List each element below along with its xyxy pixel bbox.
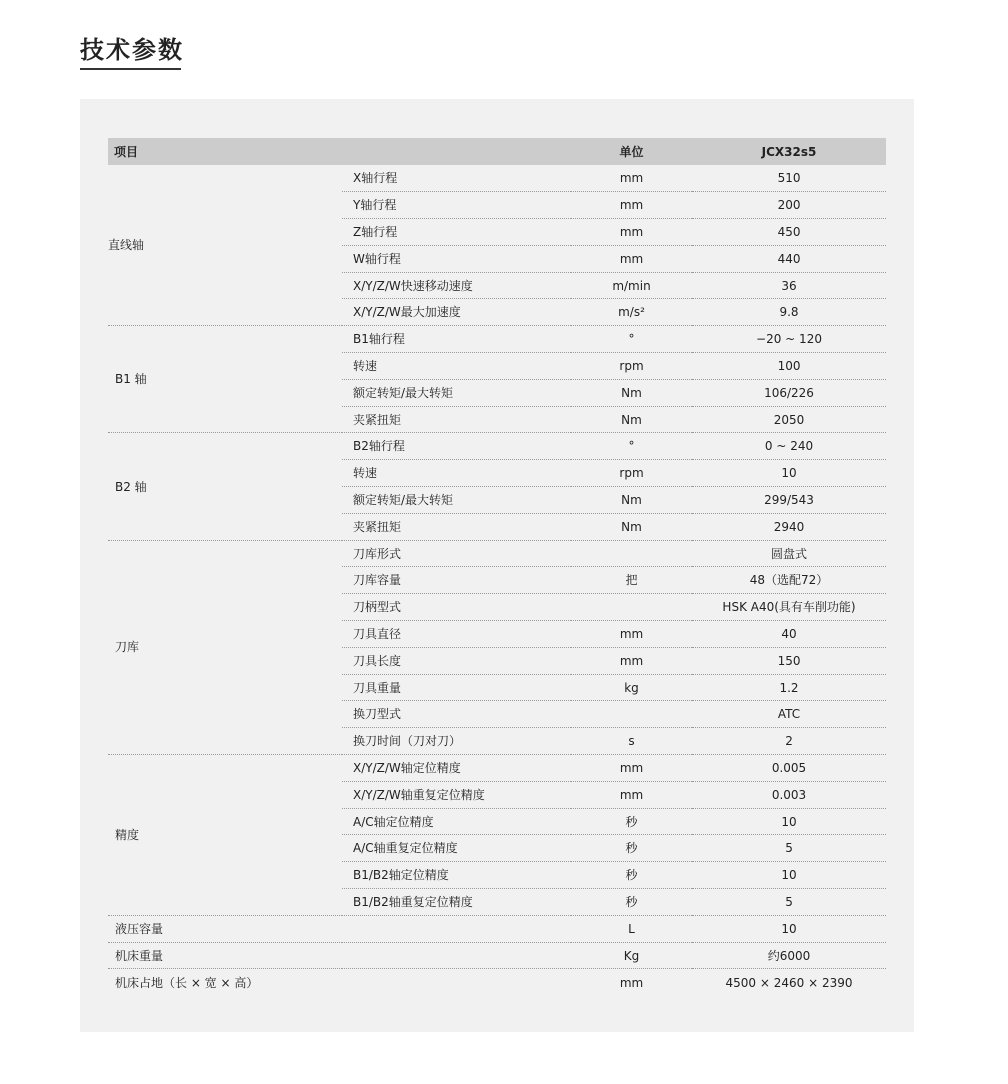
spec-value: 10 xyxy=(692,808,886,835)
spec-value: 0 ~ 240 xyxy=(692,433,886,460)
table-row xyxy=(108,326,886,353)
spec-unit: rpm xyxy=(571,353,692,380)
spec-value: 100 xyxy=(692,353,886,380)
spec-name: Z轴行程 xyxy=(342,219,571,246)
spec-value: 9.8 xyxy=(692,299,886,326)
spec-value: −20 ~ 120 xyxy=(692,326,886,353)
table-row xyxy=(108,915,886,942)
spec-name: 刀具长度 xyxy=(342,647,571,674)
spec-unit xyxy=(571,701,692,728)
group-label: 直线轴 xyxy=(108,165,342,326)
table-row xyxy=(108,540,886,567)
spec-value: 5 xyxy=(692,835,886,862)
spec-name: 额定转矩/最大转矩 xyxy=(342,379,571,406)
table-row xyxy=(108,165,886,192)
spec-unit: mm xyxy=(619,975,644,990)
spec-unit: m/s² xyxy=(571,299,692,326)
group-label: B2 轴 xyxy=(108,433,342,540)
spec-value: 2050 xyxy=(692,406,886,433)
spec-unit xyxy=(571,594,692,621)
table-row xyxy=(108,969,886,996)
spec-name: Y轴行程 xyxy=(342,192,571,219)
spec-unit: ° xyxy=(571,326,692,353)
spec-value: 10 xyxy=(692,862,886,889)
spec-unit: 秒 xyxy=(571,808,692,835)
spec-value: 48（选配72） xyxy=(692,567,886,594)
group-label: 精度 xyxy=(108,755,342,916)
spec-value: 10 xyxy=(692,460,886,487)
table-header-row xyxy=(108,138,886,165)
spec-unit: L xyxy=(571,915,692,942)
spec-name: A/C轴重复定位精度 xyxy=(342,835,571,862)
spec-panel xyxy=(80,99,914,1032)
spec-value: 150 xyxy=(692,647,886,674)
spec-unit: mm xyxy=(571,192,692,219)
table-row xyxy=(108,433,886,460)
spec-name: 刀库容量 xyxy=(342,567,571,594)
spec-unit: ° xyxy=(571,433,692,460)
header-model: JCX32s5 xyxy=(761,144,817,159)
page-title: 技术参数 xyxy=(80,36,184,64)
spec-name: 刀具重量 xyxy=(342,674,571,701)
spec-name: 机床重量 xyxy=(108,942,571,969)
spec-unit: rpm xyxy=(571,460,692,487)
title-underline xyxy=(80,68,181,70)
spec-value: 10 xyxy=(692,915,886,942)
spec-unit xyxy=(571,540,692,567)
spec-unit: mm xyxy=(571,755,692,782)
spec-value: 4500 × 2460 × 2390 xyxy=(725,975,853,990)
spec-name: X/Y/Z/W最大加速度 xyxy=(342,299,571,326)
spec-name: 刀柄型式 xyxy=(342,594,571,621)
spec-value: 2940 xyxy=(692,513,886,540)
spec-unit: s xyxy=(571,728,692,755)
spec-name: 转速 xyxy=(342,353,571,380)
spec-value: 200 xyxy=(692,192,886,219)
spec-unit: m/min xyxy=(571,272,692,299)
spec-value: 106/226 xyxy=(692,379,886,406)
spec-name: 换刀型式 xyxy=(342,701,571,728)
spec-name: B1轴行程 xyxy=(342,326,571,353)
spec-name: X轴行程 xyxy=(342,165,571,192)
spec-name: 刀库形式 xyxy=(342,540,571,567)
header-unit: 单位 xyxy=(619,145,644,159)
spec-name: 夹紧扭矩 xyxy=(342,406,571,433)
spec-name: 换刀时间（刀对刀） xyxy=(342,728,571,755)
spec-name: 转速 xyxy=(342,460,571,487)
spec-value: 5 xyxy=(692,889,886,916)
spec-unit: mm xyxy=(571,647,692,674)
spec-unit: 秒 xyxy=(571,889,692,916)
spec-unit: mm xyxy=(571,245,692,272)
spec-unit: Nm xyxy=(571,406,692,433)
table-row xyxy=(108,755,886,782)
spec-value: HSK A40(具有车削功能) xyxy=(692,594,886,621)
spec-value: 40 xyxy=(692,621,886,648)
spec-value: 1.2 xyxy=(692,674,886,701)
spec-value: 约6000 xyxy=(692,942,886,969)
spec-name: X/Y/Z/W轴定位精度 xyxy=(342,755,571,782)
spec-value: 0.005 xyxy=(692,755,886,782)
spec-name: B1/B2轴重复定位精度 xyxy=(342,889,571,916)
header-item: 项目 xyxy=(114,145,139,159)
spec-table-body xyxy=(108,165,886,996)
group-label: B1 轴 xyxy=(108,326,342,433)
spec-name: B1/B2轴定位精度 xyxy=(342,862,571,889)
spec-unit: 秒 xyxy=(571,835,692,862)
spec-unit: 把 xyxy=(571,567,692,594)
spec-name: 液压容量 xyxy=(108,915,571,942)
spec-name: 刀具直径 xyxy=(342,621,571,648)
spec-unit: mm xyxy=(571,165,692,192)
spec-unit: mm xyxy=(571,219,692,246)
spec-value: 440 xyxy=(692,245,886,272)
spec-unit: Kg xyxy=(571,942,692,969)
spec-unit: Nm xyxy=(571,513,692,540)
spec-name: 夹紧扭矩 xyxy=(342,513,571,540)
spec-value: 510 xyxy=(692,165,886,192)
group-label: 刀库 xyxy=(108,540,342,754)
spec-name: B2轴行程 xyxy=(342,433,571,460)
spec-name: 额定转矩/最大转矩 xyxy=(342,487,571,514)
spec-value: 450 xyxy=(692,219,886,246)
spec-unit: mm xyxy=(571,781,692,808)
spec-name: X/Y/Z/W快速移动速度 xyxy=(342,272,571,299)
spec-table xyxy=(108,138,886,996)
spec-value: ATC xyxy=(692,701,886,728)
spec-unit: Nm xyxy=(571,379,692,406)
spec-unit: kg xyxy=(571,674,692,701)
spec-value: 299/543 xyxy=(692,487,886,514)
spec-value: 36 xyxy=(692,272,886,299)
spec-name: 机床占地（长 × 宽 × 高） xyxy=(115,975,259,990)
table-row xyxy=(108,942,886,969)
spec-table-wrap xyxy=(108,138,886,996)
spec-value: 2 xyxy=(692,728,886,755)
spec-unit: 秒 xyxy=(571,862,692,889)
spec-name: X/Y/Z/W轴重复定位精度 xyxy=(342,781,571,808)
spec-name: W轴行程 xyxy=(342,245,571,272)
spec-name: A/C轴定位精度 xyxy=(342,808,571,835)
spec-value: 0.003 xyxy=(692,781,886,808)
spec-value: 圆盘式 xyxy=(692,540,886,567)
spec-unit: Nm xyxy=(571,487,692,514)
spec-unit: mm xyxy=(571,621,692,648)
